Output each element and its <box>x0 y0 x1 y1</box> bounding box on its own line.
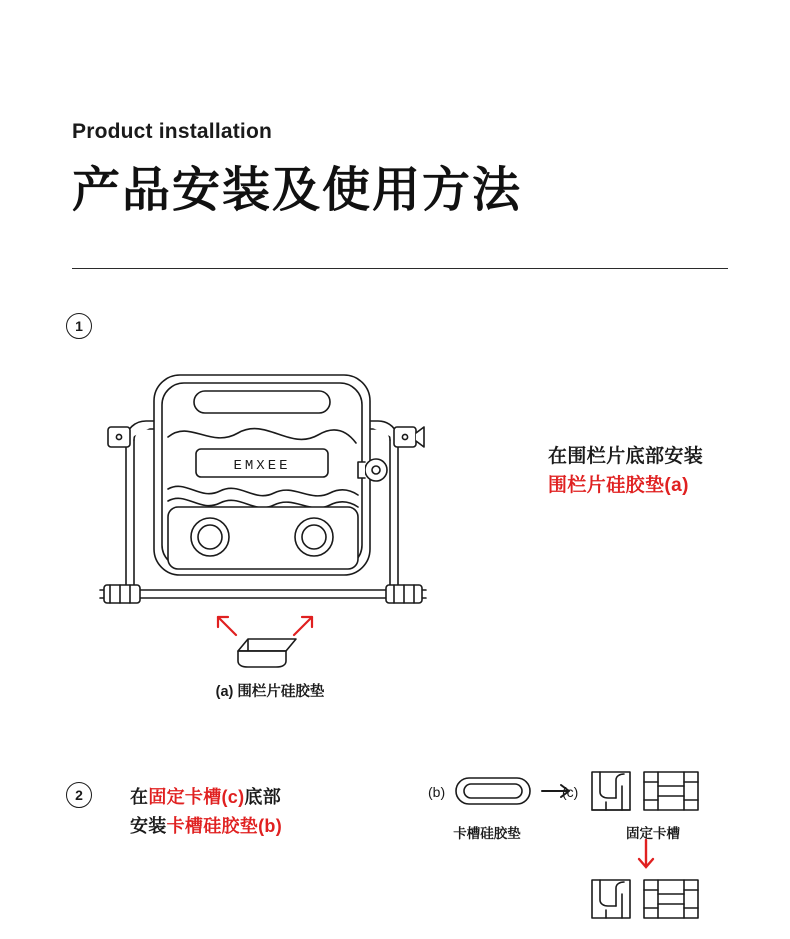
step-2-line1-suffix: 底部 <box>244 787 282 807</box>
step-1-instruction-line2: 围栏片硅胶垫(a) <box>548 475 689 497</box>
page-title-cn: 产品安装及使用方法 <box>72 164 523 218</box>
step-2-instruction-line2 <box>130 812 282 841</box>
part-b-caption: 卡槽硅胶垫 <box>453 826 521 841</box>
part-c-label: (c) <box>562 784 579 800</box>
page-header <box>72 118 732 218</box>
part-b-label: (b) <box>428 784 446 800</box>
step-2-line1-red: 固定卡槽(c) <box>148 787 245 807</box>
part-c-caption: 固定卡槽 <box>626 826 680 841</box>
step-2-digit: 2 <box>75 787 83 803</box>
step-number-1-label <box>66 313 92 339</box>
page-title-en: Product installation <box>72 120 273 143</box>
header-divider <box>72 268 728 269</box>
step-2-instruction-line1 <box>130 783 282 812</box>
step-2-line2-red: 卡槽硅胶垫(b) <box>166 816 282 837</box>
step-1-illustration <box>90 355 450 705</box>
step-2-line1-prefix: 在 <box>130 787 149 807</box>
step-number-2 <box>66 782 92 808</box>
pointer-arrows <box>218 617 312 635</box>
step-2-line2-prefix: 安装 <box>130 816 167 837</box>
step-2-instruction <box>130 783 282 841</box>
down-arrow-icon <box>639 840 653 867</box>
step-2-illustration <box>420 762 780 934</box>
part-a-caption: (a) 围栏片硅胶垫 <box>215 684 325 700</box>
step-1-instruction <box>548 442 703 501</box>
device-logo-text: EMXEE <box>233 458 291 474</box>
step-1-digit: 1 <box>75 318 83 334</box>
step-1-instruction-line1: 在围栏片底部安装 <box>548 446 704 467</box>
